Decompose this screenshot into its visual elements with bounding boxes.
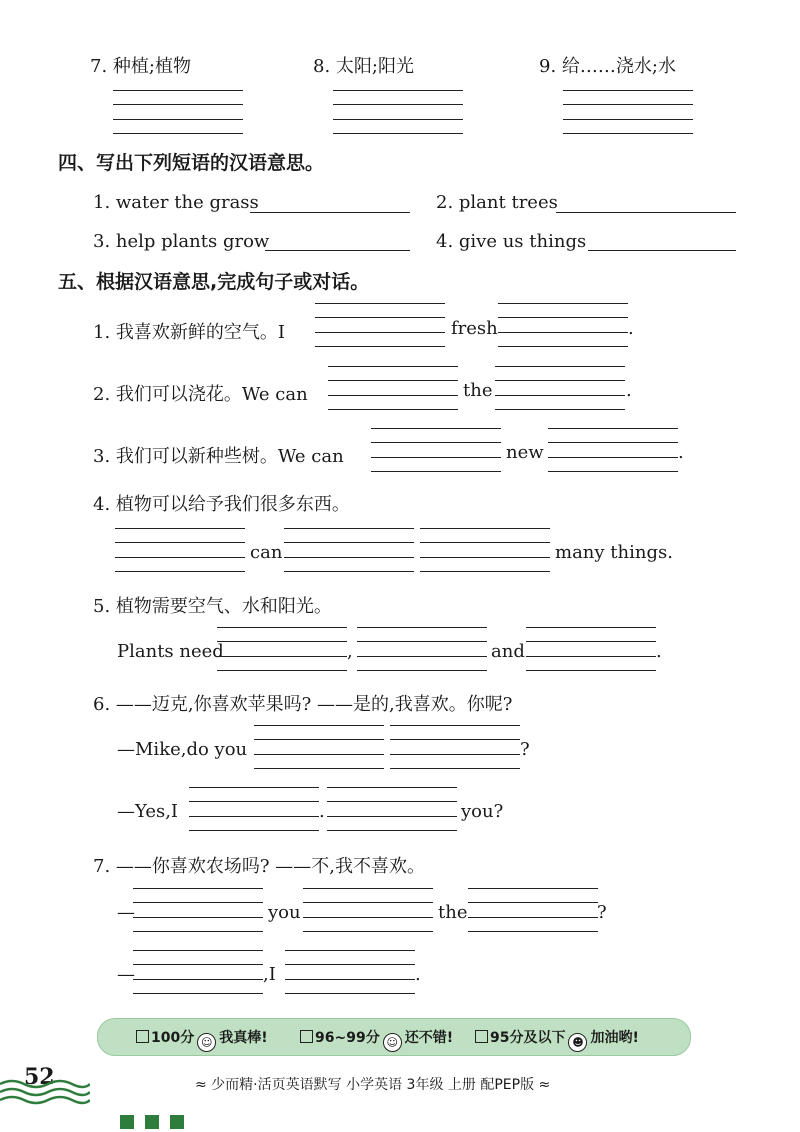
q7-the: the (438, 902, 468, 923)
q6-question-mark: ? (520, 739, 530, 760)
q7-dash-2: — (117, 964, 135, 985)
checkbox-icon[interactable] (475, 1030, 488, 1043)
q7-blank-2[interactable] (303, 888, 433, 932)
q6-dot: . (319, 801, 325, 822)
square-marker-icon (170, 1115, 184, 1129)
q1-blank-1[interactable] (315, 303, 445, 347)
q7-blank-3[interactable] (468, 888, 598, 932)
q3-end: . (678, 442, 684, 463)
s4-item-2: 2. plant trees (436, 192, 558, 213)
q5-prompt: 5. 植物需要空气、水和阳光。 (93, 596, 332, 617)
q6-blank-4[interactable] (327, 787, 457, 831)
q4-prompt: 4. 植物可以给予我们很多东西。 (93, 494, 350, 515)
q1-end: . (628, 318, 634, 339)
s4-item-4: 4. give us things (436, 231, 587, 252)
q4-blank-3[interactable] (420, 528, 550, 572)
square-marker-icon (120, 1115, 134, 1129)
q3-blank-1[interactable] (371, 428, 501, 472)
section4-title: 四、写出下列短语的汉语意思。 (58, 152, 325, 174)
q5-and: and (491, 641, 525, 662)
q2-end: . (626, 380, 632, 401)
q6-line1-start: —Mike,do you (117, 739, 248, 760)
q3-blank-2[interactable] (548, 428, 678, 472)
q5-blank-1[interactable] (217, 627, 347, 671)
s4-item-3: 3. help plants grow (93, 231, 270, 252)
q1-blank-2[interactable] (498, 303, 628, 347)
vocab-9-lines[interactable] (563, 90, 693, 134)
q7-blank-1[interactable] (133, 888, 263, 932)
q6-prompt: 6. ——迈克,你喜欢苹果吗? ——是的,我喜欢。你呢? (93, 694, 513, 715)
q2-blank-1[interactable] (328, 366, 458, 410)
checkbox-icon[interactable] (300, 1030, 313, 1043)
score-option-96[interactable]: 96~99分 ☺ 还不错! (300, 1027, 453, 1052)
q7-blank-5[interactable] (285, 950, 415, 994)
q2-prompt: 2. 我们可以浇花。We can (93, 384, 308, 405)
s4-answer-3[interactable] (265, 250, 410, 251)
q5-start: Plants need (117, 641, 224, 662)
q4-word-can: can (250, 542, 283, 563)
vocab-8-lines[interactable] (333, 90, 463, 134)
q4-blank-1[interactable] (115, 528, 245, 572)
q7-comma-i: ,I (263, 964, 276, 985)
q5-end: . (656, 641, 662, 662)
vocab-7: 7. 种植;植物 (90, 56, 191, 77)
footer-text: ≈ 少而精·活页英语默写 小学英语 3年级 上册 配PEP版 ≈ (195, 1077, 551, 1093)
q5-blank-2[interactable] (357, 627, 487, 671)
q6-blank-2[interactable] (390, 725, 520, 769)
s4-answer-2[interactable] (556, 212, 736, 213)
q6-blank-3[interactable] (189, 787, 319, 831)
q7-question-mark: ? (597, 902, 607, 923)
cheer-face-icon: ☻ (568, 1033, 587, 1052)
q4-word-end: many things. (555, 542, 673, 563)
q3-prompt: 3. 我们可以新种些树。We can (93, 446, 344, 467)
vocab-9: 9. 给……浇水;水 (539, 56, 676, 77)
q6-line2-start: —Yes,I (117, 801, 179, 822)
checkbox-icon[interactable] (136, 1030, 149, 1043)
q6-blank-1[interactable] (254, 725, 384, 769)
s4-answer-1[interactable] (250, 212, 410, 213)
s4-answer-4[interactable] (588, 250, 736, 251)
q2-blank-2[interactable] (495, 366, 625, 410)
section5-title: 五、根据汉语意思,完成句子或对话。 (58, 271, 370, 293)
q7-prompt: 7. ——你喜欢农场吗? ——不,我不喜欢。 (93, 856, 425, 877)
vocab-7-lines[interactable] (113, 90, 243, 134)
square-marker-icon (145, 1115, 159, 1129)
s4-item-1: 1. water the grass (93, 192, 259, 213)
q7-dash-1: — (117, 902, 135, 923)
q6-you: you? (461, 801, 504, 822)
q4-blank-2[interactable] (284, 528, 414, 572)
q7-blank-4[interactable] (133, 950, 263, 994)
q3-word: new (506, 442, 544, 463)
wave-decoration-icon (0, 1078, 90, 1108)
q5-comma: , (347, 641, 353, 662)
score-option-95[interactable]: 95分及以下 ☻ 加油哟! (475, 1027, 639, 1052)
q1-word: fresh (451, 318, 498, 339)
q1-prompt: 1. 我喜欢新鲜的空气。I (93, 322, 286, 343)
page-number: 52 (24, 1064, 55, 1090)
score-option-100[interactable]: 100分 ☺ 我真棒! (136, 1027, 268, 1052)
smile-face-icon: ☺ (197, 1033, 216, 1052)
q2-word: the (463, 380, 493, 401)
smile-face-icon: ☺ (383, 1033, 402, 1052)
vocab-8: 8. 太阳;阳光 (313, 56, 414, 77)
q5-blank-3[interactable] (526, 627, 656, 671)
q7-you: you (268, 902, 301, 923)
score-banner (97, 1018, 691, 1056)
q7-end: . (415, 964, 421, 985)
